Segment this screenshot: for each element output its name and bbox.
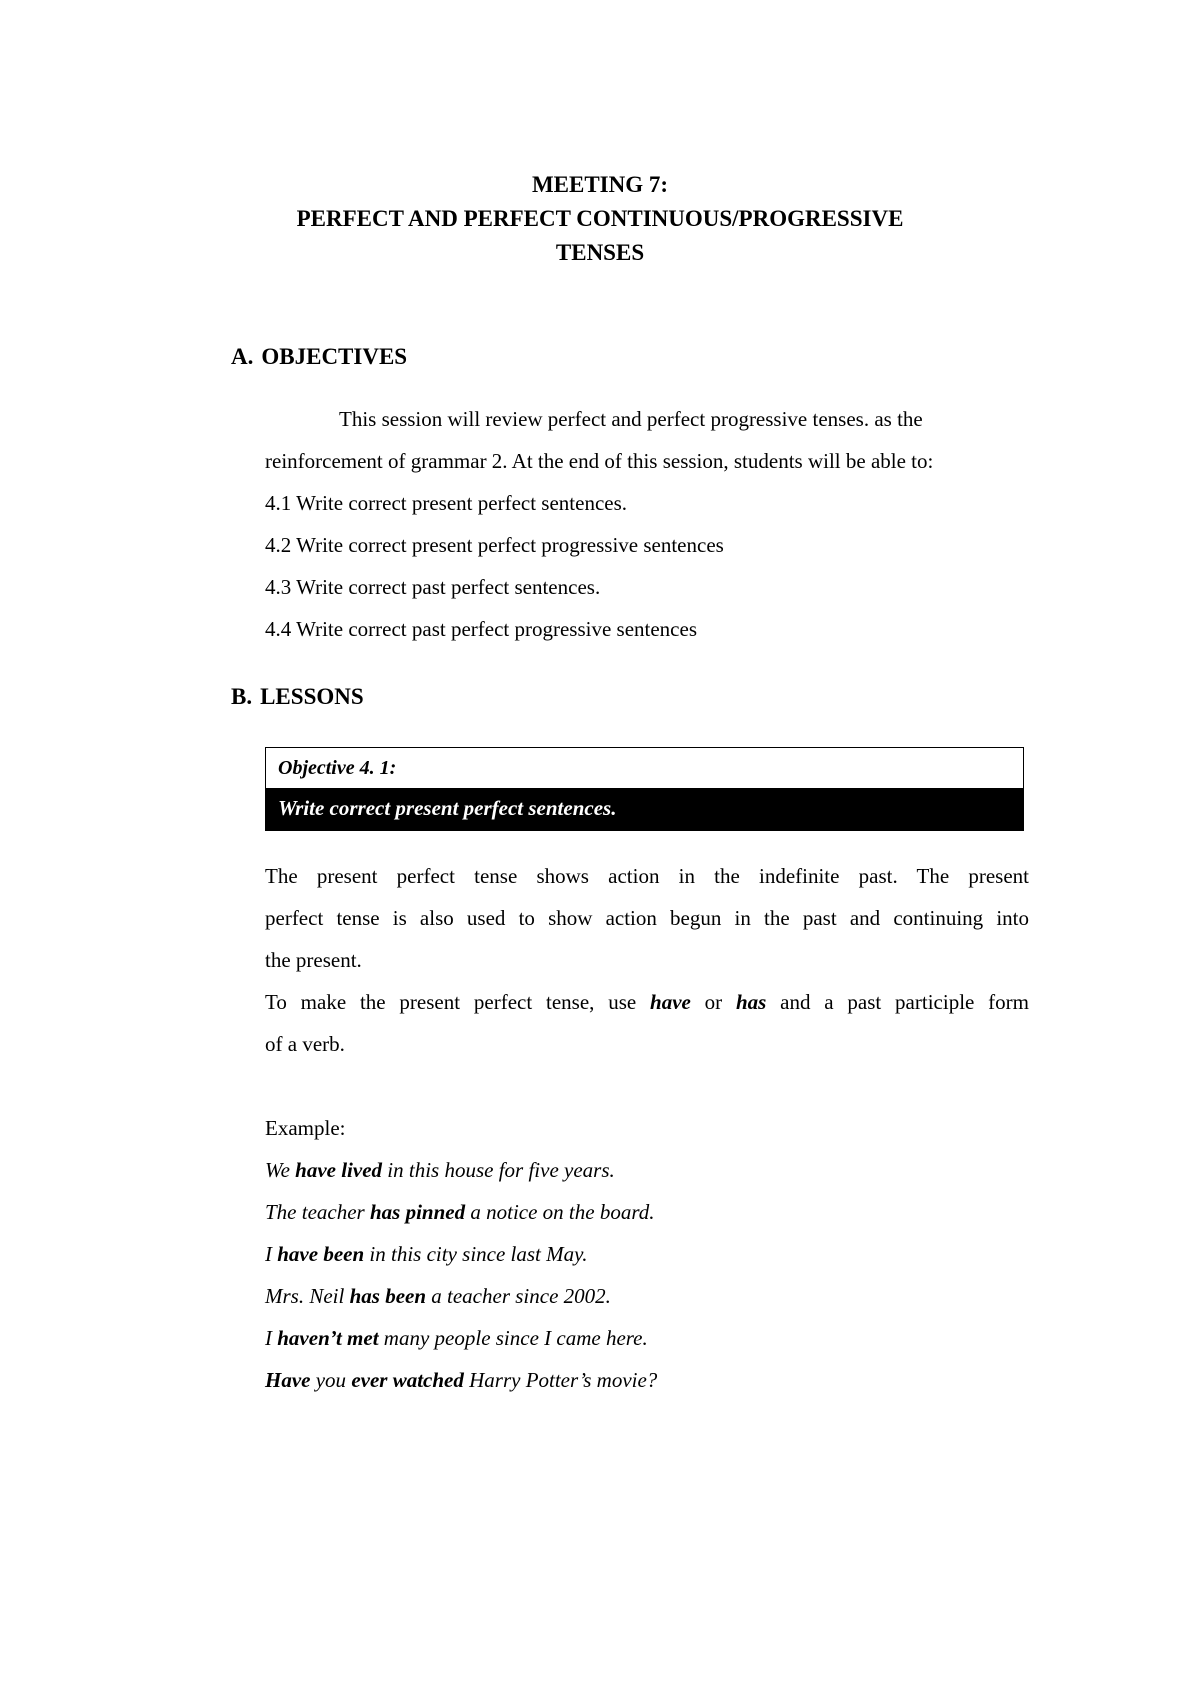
section-a-heading [231, 342, 407, 372]
section-b-title: LESSONS [260, 684, 364, 709]
objective-item: 4.2 Write correct present perfect progressive sentences [265, 533, 724, 557]
section-a-title: OBJECTIVES [261, 344, 408, 369]
intro-line-1: This session will review perfect and perfect progressive tenses. as the [339, 407, 923, 431]
example-sentence: We have lived in this house for five years. [265, 1158, 615, 1182]
title-topic-cont: TENSES [555, 240, 645, 265]
objectives-body [265, 398, 1029, 650]
objective-box [265, 747, 1024, 831]
example-sentence: Have you ever watched Harry Potter’s movie? [265, 1368, 658, 1392]
section-a-letter: A. [231, 344, 254, 369]
para-2-text: To make the present perfect tense, use [265, 990, 651, 1014]
lesson-para-1-line-2: perfect tense is also used to show action begun in the past and continuing into [265, 906, 1029, 930]
example-sentence: Mrs. Neil has been a teacher since 2002. [265, 1284, 611, 1308]
objective-box-label: Objective 4. 1: [278, 757, 397, 779]
title-meeting: MEETING 7: [531, 172, 669, 197]
lesson-body [265, 855, 1029, 1065]
example-label: Example: [265, 1116, 346, 1140]
objective-item: 4.3 Write correct past perfect sentences. [265, 575, 601, 599]
document-title [0, 168, 1200, 270]
keyword-have: have [650, 990, 691, 1014]
section-b-heading [231, 682, 364, 712]
example-sentence: The teacher has pinned a notice on the board. [265, 1200, 655, 1224]
objective-box-text: Write correct present perfect sentences. [266, 788, 1023, 831]
title-topic: PERFECT AND PERFECT CONTINUOUS/PROGRESSIVE [296, 206, 904, 231]
section-b-letter: B. [231, 684, 253, 709]
para-2-text: and a past participle form [766, 990, 1029, 1014]
lesson-para-1-line-1: The present perfect tense shows action in the indefinite past. The present [265, 864, 1029, 888]
lesson-para-2-line-2: of a verb. [265, 1032, 345, 1056]
objective-item: 4.1 Write correct present perfect sentences. [265, 491, 628, 515]
intro-line-2: reinforcement of grammar 2. At the end of this session, students will be able to: [265, 449, 934, 473]
lesson-para-2-line-1 [265, 981, 1029, 1023]
lesson-para-1-line-3: the present. [265, 948, 362, 972]
para-2-text: or [690, 990, 736, 1014]
examples-block [265, 1107, 1029, 1401]
example-sentence: I haven’t met many people since I came here. [265, 1326, 648, 1350]
objectives-intro [265, 398, 1029, 482]
keyword-has: has [735, 990, 767, 1014]
objective-item: 4.4 Write correct past perfect progressive sentences [265, 617, 697, 641]
example-sentence: I have been in this city since last May. [265, 1242, 588, 1266]
